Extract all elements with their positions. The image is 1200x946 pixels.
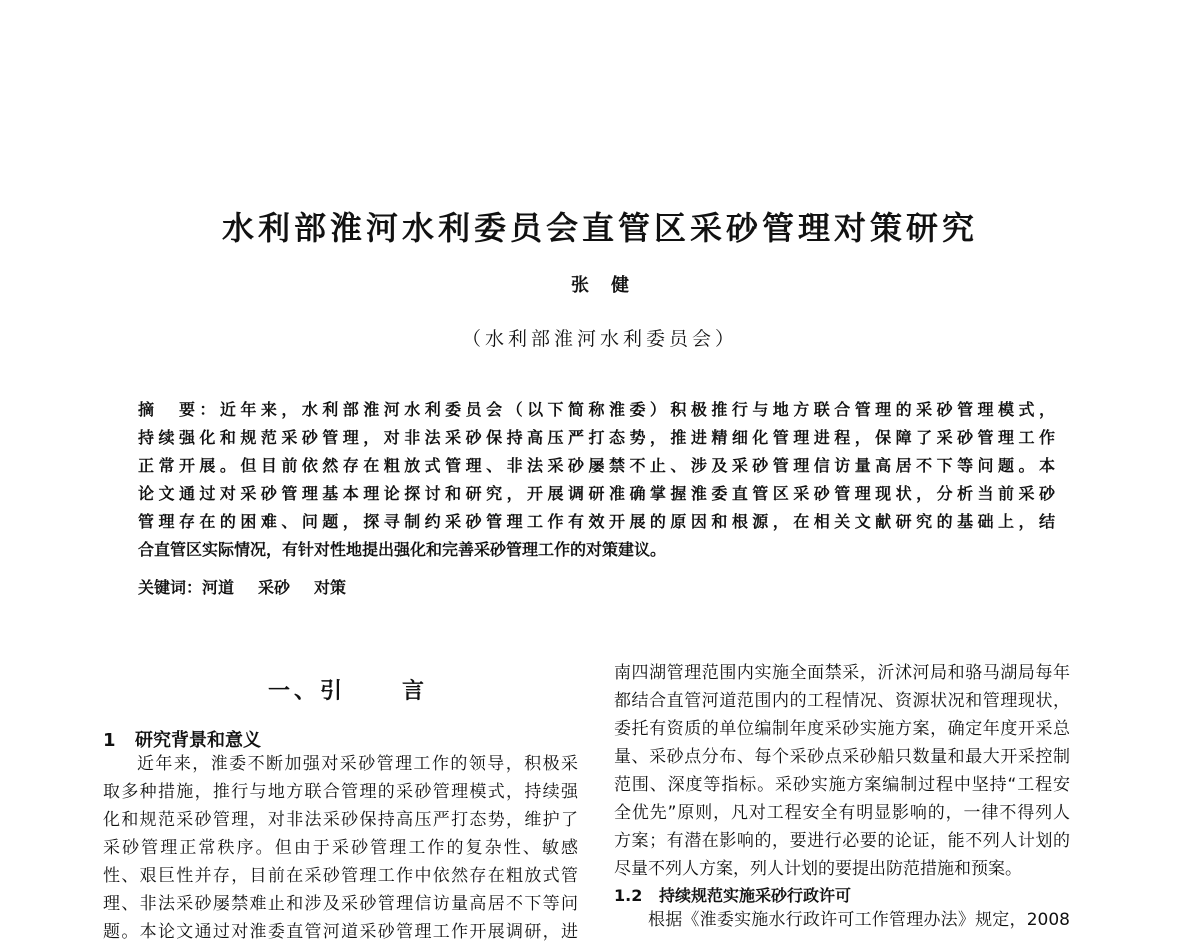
left-column-body	[103, 750, 578, 946]
text-line: 正常开展。但目前依然存在粗放式管理、非法采砂屡禁不止、涉及采砂管理信访量高居不下等问题。本	[138, 456, 1055, 475]
text-line: 管理存在的困难、问题，探寻制约采砂管理工作有效开展的原因和根源，在相关文献研究的基础上，结	[138, 512, 1055, 531]
abstract-label: 摘 要：	[138, 400, 220, 419]
text-line: 论文通过对采砂管理基本理论探讨和研究，开展调研准确掌握淮委直管区采砂管理现状，分析当前采砂	[138, 484, 1055, 503]
text-line	[138, 396, 1055, 424]
right-column-body	[614, 659, 1070, 883]
subsection-heading	[103, 726, 261, 752]
text-line: 近年来，淮委不断加强对采砂管理工作的领导，积极采	[137, 754, 578, 774]
affiliation: （水利部淮河水利委员会）	[461, 328, 738, 350]
text-line: 尽量不列人方案，列人计划的要提出防范措施和预案。	[614, 859, 1022, 879]
text-line: 根据《淮委实施水行政许可工作管理办法》规定，2008	[648, 910, 1070, 930]
keywords-label: 关键词：	[138, 578, 203, 597]
text-line: 化和规范采砂管理，对非法采砂保持高压严打态势，维护了	[103, 810, 578, 830]
subsection-title: 研究背景和意义	[135, 730, 261, 751]
paper-title: 水利部淮河水利委员会直管区采砂管理对策研究	[221, 209, 978, 247]
text-line: 性、艰巨性并存，目前在采砂管理工作中依然存在粗放式管	[103, 866, 578, 886]
author: 张健	[571, 275, 651, 296]
text-line: 取多种措施，推行与地方联合管理的采砂管理模式，持续强	[103, 782, 578, 802]
section-heading-part: 言	[402, 679, 429, 704]
text-line: 理、非法采砂屡禁难止和涉及采砂管理信访量高居不下等问	[103, 894, 578, 914]
text-line: 量、采砂点分布、每个采砂点采砂船只数量和最大开采控制	[614, 747, 1070, 767]
text-line: 题。本论文通过对淮委直管河道采砂管理工作开展调研，进	[103, 922, 578, 942]
section-heading	[268, 674, 428, 705]
keyword: 河道	[202, 578, 235, 597]
right-column-body-2	[614, 906, 1070, 934]
section-heading-part: 一、引	[268, 679, 347, 704]
keyword: 对策	[314, 578, 347, 597]
abstract-text: 近年来，水利部淮河水利委员会（以下简称淮委）积极推行与地方联合管理的采砂管理模式，	[219, 400, 1055, 419]
text-line: 采砂管理正常秩序。但由于采砂管理工作的复杂性、敏感	[103, 838, 578, 858]
subsection-number: 1.2	[614, 886, 643, 905]
keyword: 采砂	[258, 578, 291, 597]
text-line: 方案；有潜在影响的，要进行必要的论证，能不列人计划的	[614, 831, 1070, 851]
keywords	[138, 574, 346, 602]
text-line: 合直管区实际情况，有针对性地提出强化和完善采砂管理工作的对策建议。	[138, 540, 667, 559]
subsection-heading	[614, 883, 851, 906]
text-line: 都结合直管河道范围内的工程情况、资源状况和管理现状，	[614, 691, 1070, 711]
text-line: 南四湖管理范围内实施全面禁采，沂沭河局和骆马湖局每年	[614, 663, 1070, 683]
subsection-number: 1	[103, 730, 116, 751]
text-line: 持续强化和规范采砂管理，对非法采砂保持高压严打态势，推进精细化管理进程，保障了采砂管理工作	[138, 428, 1055, 447]
text-line: 委托有资质的单位编制年度采砂实施方案，确定年度开采总	[614, 719, 1070, 739]
text-line: 范围、深度等指标。采砂实施方案编制过程中坚持“工程安	[614, 775, 1070, 795]
text-line: 全优先”原则，凡对工程安全有明显影响的，一律不得列人	[614, 803, 1070, 823]
abstract	[138, 396, 1055, 564]
subsection-title: 持续规范实施采砂行政许可	[659, 886, 852, 905]
